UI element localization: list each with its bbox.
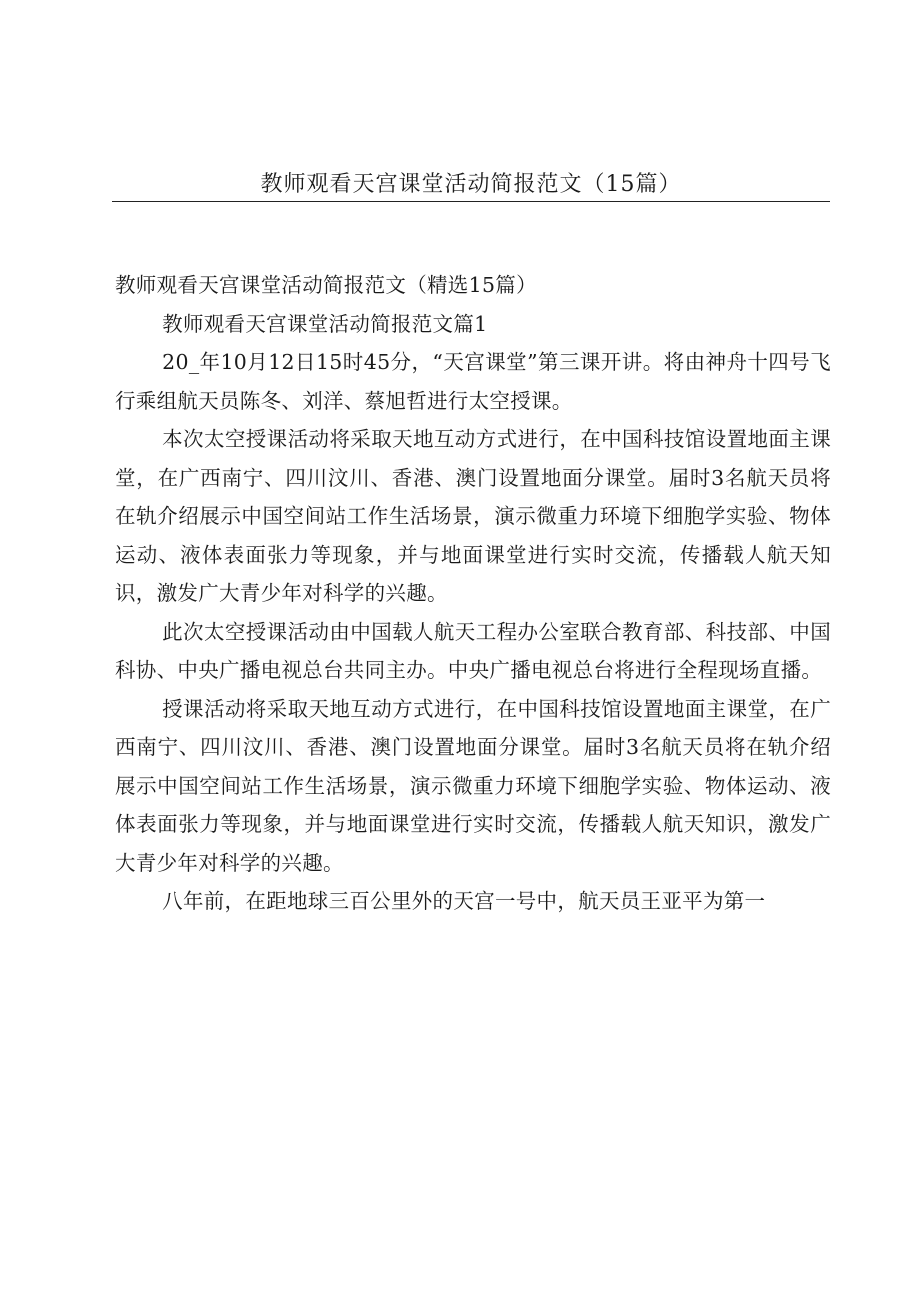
paragraph-5: 八年前，在距地球三百公里外的天宫一号中，航天员王亚平为第一	[162, 889, 766, 913]
paragraph-3: 此次太空授课活动由中国载人航天工程办公室联合教育部、科技部、中国科协、中央广播电视总台共同主办。中央广播电视总台将进行全程现场直播。	[115, 619, 831, 682]
document-subtitle: 教师观看天宫课堂活动简报范文（精选15篇）	[115, 273, 537, 297]
paragraph-4: 授课活动将采取天地互动方式进行，在中国科技馆设置地面主课堂，在广西南宁、四川汶川、香港、澳门设置地面分课堂。届时3名航天员将在轨介绍展示中国空间站工作生活场景，演示微重力环境下细胞学实验、物体运动、液体表面张力等现象，并与地面课堂进行实时交流，传播载人航天知识，激发广大青少年对科学的兴趣。	[115, 696, 831, 875]
document-title: 教师观看天宫课堂活动简报范文（15篇）	[260, 172, 682, 197]
document-body	[115, 266, 831, 921]
section-heading: 教师观看天宫课堂活动简报范文篇1	[162, 311, 488, 336]
paragraph-2: 本次太空授课活动将采取天地互动方式进行，在中国科技馆设置地面主课堂，在广西南宁、四川汶川、香港、澳门设置地面分课堂。届时3名航天员将在轨介绍展示中国空间站工作生活场景，演示微重力环境下细胞学实验、物体运动、液体表面张力等现象，并与地面课堂进行实时交流，传播载人航天知识，激发广大青少年对科学的兴趣。	[115, 427, 831, 605]
paragraph-1: 20_年10月12日15时45分，“天宫课堂”第三课开讲。将由神舟十四号飞行乘组航天员陈冬、刘洋、蔡旭哲进行太空授课。	[115, 350, 831, 413]
title-underline	[112, 201, 830, 202]
